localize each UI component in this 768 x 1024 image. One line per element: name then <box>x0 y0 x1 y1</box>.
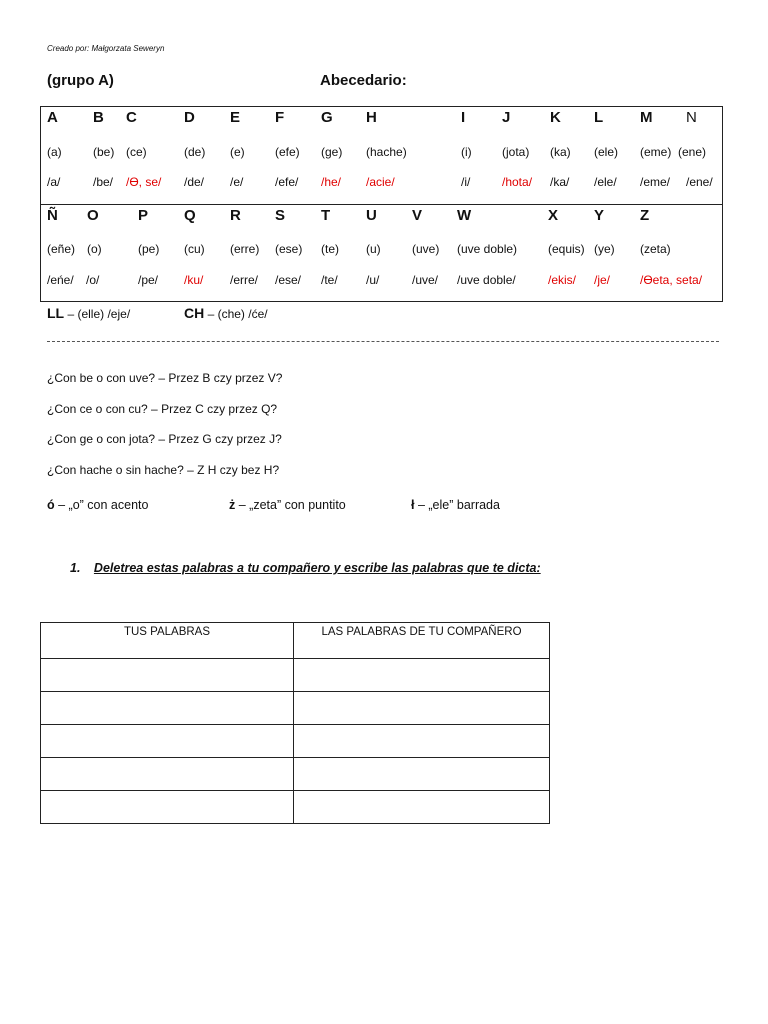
ll-letter: LL <box>47 305 65 321</box>
letter-name: (erre) <box>230 242 260 256</box>
letter-name: (hache) <box>366 145 407 159</box>
alphabet-letter: M <box>640 109 653 126</box>
letter-pronunciation: /i/ <box>461 175 471 189</box>
letter-pronunciation: /e/ <box>230 175 244 189</box>
letter-pronunciation: /pe/ <box>138 273 159 287</box>
table-header-row <box>41 623 550 659</box>
alphabet-letter: O <box>87 207 99 224</box>
letter-name: (ye) <box>594 242 615 256</box>
table-row <box>41 692 550 725</box>
letter-pronunciation: /eńe/ <box>47 273 74 287</box>
question-g-j: ¿Con ge o con jota? – Przez G czy przez J? <box>47 432 282 446</box>
alphabet-letter: Y <box>594 207 605 224</box>
letter-name: (equis) <box>548 242 585 256</box>
letter-name: (eme) <box>640 145 672 159</box>
alphabet-letter: I <box>461 109 466 126</box>
table-row <box>41 659 550 692</box>
table-row <box>41 758 550 791</box>
letter-pronunciation: /o/ <box>86 273 100 287</box>
letter-pronunciation: /he/ <box>321 175 342 189</box>
letter-pronunciation: /a/ <box>47 175 61 189</box>
letter-pronunciation: /ese/ <box>275 273 302 287</box>
accent-o-text: – „o” con acento <box>58 498 149 512</box>
ll-text: – (elle) /eje/ <box>67 307 131 321</box>
accent-o <box>47 498 148 512</box>
accent-z <box>229 498 346 512</box>
accent-l-char: ł <box>411 498 415 512</box>
letter-name: (uve) <box>412 242 440 256</box>
words-table <box>40 622 550 824</box>
letter-name: (uve doble) <box>457 242 518 256</box>
dashed-separator <box>47 341 719 342</box>
task-instruction <box>70 561 541 575</box>
alphabet-letter: D <box>184 109 195 126</box>
letter-pronunciation: /uve doble/ <box>457 273 516 287</box>
alphabet-letter: C <box>126 109 137 126</box>
alphabet-letter: B <box>93 109 104 126</box>
letter-name: (cu) <box>184 242 205 256</box>
letter-pronunciation: /ku/ <box>184 273 204 287</box>
your-word-cell[interactable] <box>41 725 294 758</box>
header-your-words: TUS PALABRAS <box>41 623 294 659</box>
alphabet-letter: S <box>275 207 286 224</box>
letter-pronunciation: /efe/ <box>275 175 299 189</box>
table-row <box>41 791 550 824</box>
letter-pronunciation: /erre/ <box>230 273 259 287</box>
accent-o-char: ó <box>47 498 55 512</box>
letter-name: (de) <box>184 145 206 159</box>
letter-name: (e) <box>230 145 245 159</box>
letter-name: (ele) <box>594 145 619 159</box>
accent-z-text: – „zeta” con puntito <box>238 498 346 512</box>
ch-text: – (che) /će/ <box>207 307 268 321</box>
author-credit: Creado por: Małgorzata Seweryn <box>47 44 165 53</box>
partner-word-cell[interactable] <box>294 692 550 725</box>
letter-pronunciation: /u/ <box>366 273 380 287</box>
letter-pronunciation: /ka/ <box>550 175 570 189</box>
letter-pronunciation: /eme/ <box>640 175 671 189</box>
letter-name: (ene) <box>678 145 707 159</box>
letter-name: (u) <box>366 242 381 256</box>
alphabet-letter: T <box>321 207 331 224</box>
letter-pronunciation: /de/ <box>184 175 205 189</box>
letter-name: (ge) <box>321 145 343 159</box>
question-c-q: ¿Con ce o con cu? – Przez C czy przez Q? <box>47 402 278 416</box>
group-label: (grupo A) <box>47 72 114 89</box>
your-word-cell[interactable] <box>41 758 294 791</box>
your-word-cell[interactable] <box>41 659 294 692</box>
header-partner-words: LAS PALABRAS DE TU COMPAÑERO <box>294 623 550 659</box>
page-title: Abecedario: <box>320 72 407 89</box>
letter-name: (be) <box>93 145 115 159</box>
alphabet-letter: Ñ <box>47 207 58 224</box>
letter-pronunciation: /Ɵ, se/ <box>126 175 162 189</box>
your-word-cell[interactable] <box>41 791 294 824</box>
letter-pronunciation: /be/ <box>93 175 114 189</box>
your-word-cell[interactable] <box>41 692 294 725</box>
letter-name: (eñe) <box>47 242 76 256</box>
alphabet-letter: F <box>275 109 285 126</box>
letter-pronunciation: /te/ <box>321 273 338 287</box>
alphabet-letter: A <box>47 109 58 126</box>
letter-pronunciation: /ekis/ <box>548 273 577 287</box>
alphabet-letter: P <box>138 207 149 224</box>
letter-pronunciation: /acie/ <box>366 175 395 189</box>
letter-name: (a) <box>47 145 62 159</box>
letter-name: (i) <box>461 145 472 159</box>
alphabet-letter: J <box>502 109 511 126</box>
letter-pronunciation: /ele/ <box>594 175 617 189</box>
task-number: 1. <box>70 561 81 575</box>
ll-entry <box>47 305 130 321</box>
accent-l-text: – „ele” barrada <box>417 498 500 512</box>
task-text: Deletrea estas palabras a tu compañero y escribe las palabras que te dicta: <box>93 561 541 575</box>
letter-pronunciation: /hota/ <box>502 175 533 189</box>
alphabet-divider <box>41 204 722 205</box>
letter-pronunciation: /uve/ <box>412 273 439 287</box>
ch-letter: CH <box>184 305 205 321</box>
alphabet-letter: R <box>230 207 241 224</box>
alphabet-letter: V <box>412 207 423 224</box>
letter-name: (efe) <box>275 145 300 159</box>
letter-name: (pe) <box>138 242 160 256</box>
question-b-v: ¿Con be o con uve? – Przez B czy przez V? <box>47 371 283 385</box>
partner-word-cell[interactable] <box>294 725 550 758</box>
letter-name: (ese) <box>275 242 303 256</box>
letter-name: (ce) <box>126 145 147 159</box>
letter-pronunciation: /ene/ <box>686 175 713 189</box>
alphabet-letter: K <box>550 109 561 126</box>
alphabet-letter: Z <box>640 207 650 224</box>
letter-pronunciation: /Ɵeta, seta/ <box>640 273 703 287</box>
letter-pronunciation: /je/ <box>594 273 611 287</box>
letter-name: (o) <box>87 242 102 256</box>
ch-entry <box>184 305 268 321</box>
partner-word-cell[interactable] <box>294 659 550 692</box>
letter-name: (zeta) <box>640 242 671 256</box>
alphabet-letter: U <box>366 207 377 224</box>
letter-name: (te) <box>321 242 339 256</box>
partner-word-cell[interactable] <box>294 758 550 791</box>
alphabet-letter: Q <box>184 207 196 224</box>
table-row <box>41 725 550 758</box>
accent-z-char: ż <box>229 498 236 512</box>
alphabet-letter: E <box>230 109 241 126</box>
letter-name: (ka) <box>550 145 571 159</box>
partner-word-cell[interactable] <box>294 791 550 824</box>
question-h: ¿Con hache o sin hache? – Z H czy bez H? <box>47 463 280 477</box>
alphabet-letter: G <box>321 109 333 126</box>
alphabet-letter: H <box>366 109 377 126</box>
alphabet-letter: L <box>594 109 604 126</box>
alphabet-table <box>40 106 723 302</box>
accent-l <box>411 498 500 512</box>
alphabet-letter: W <box>457 207 472 224</box>
letter-name: (jota) <box>502 145 530 159</box>
alphabet-letter: N <box>686 109 697 126</box>
alphabet-letter: X <box>548 207 559 224</box>
